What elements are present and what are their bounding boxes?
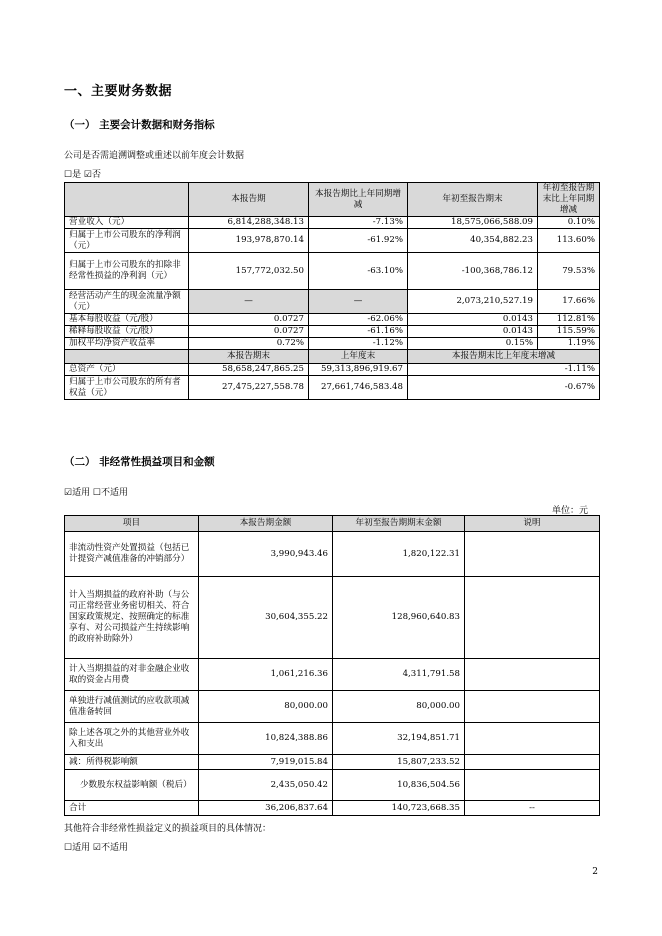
- cell: 1,820,122.31: [333, 532, 465, 577]
- header-cell: 本报告期比上年同期增减: [309, 183, 408, 217]
- table-subheader: [65, 350, 600, 364]
- header-empty: [65, 350, 189, 364]
- cell: 1.19%: [538, 338, 600, 350]
- page-title: 一、主要财务数据: [64, 84, 173, 99]
- table-row: [65, 338, 600, 350]
- cell: 2,073,210,527.19: [408, 290, 538, 314]
- row-label: 稀释每股收益（元/股）: [65, 326, 189, 338]
- cell: 80,000.00: [199, 691, 333, 723]
- table-row: [65, 326, 600, 338]
- table-row: [65, 290, 600, 314]
- cell: 4,311,791.58: [333, 659, 465, 691]
- table-row: [65, 770, 600, 801]
- restatement-question: 公司是否需追溯调整或重述以前年度会计数据: [64, 151, 245, 161]
- row-label: 计入当期损益的政府补助（与公司正常经营业务密切相关、符合国家政策规定、按照确定的标准享有、对公司损益产生持续影响的政府补助除外）: [65, 577, 199, 659]
- cell: -7.13%: [309, 217, 408, 229]
- cell: 59,313,896,919.67: [309, 364, 408, 376]
- cell: 115.59%: [538, 326, 600, 338]
- other-items-text: 其他符合非经常性损益定义的损益项目的具体情况：: [64, 824, 272, 834]
- cell: 40,354,882.23: [408, 229, 538, 253]
- header-empty: [65, 183, 189, 217]
- row-label: 加权平均净资产收益率: [65, 338, 189, 350]
- cell: -1.12%: [309, 338, 408, 350]
- row-label: 减：所得税影响额: [65, 755, 199, 770]
- cell: 0.15%: [408, 338, 538, 350]
- table-row: [65, 691, 600, 723]
- header-cell: 年初至报告期末比上年同期增减: [538, 183, 600, 217]
- cell: -61.92%: [309, 229, 408, 253]
- cell: 0.0143: [408, 314, 538, 326]
- row-label: 基本每股收益（元/股）: [65, 314, 189, 326]
- section2-heading: （二） 非经常性损益项目和金额: [64, 456, 215, 468]
- table-row: [65, 659, 600, 691]
- header-cell: 本报告期: [189, 183, 309, 217]
- unit-label: 单位：元: [551, 506, 588, 516]
- row-label: 归属于上市公司股东的扣除非经常性损益的净利润（元）: [65, 253, 189, 290]
- row-label: 合计: [65, 801, 199, 816]
- cell: 0.10%: [538, 217, 600, 229]
- cell: 79.53%: [538, 253, 600, 290]
- cell: 27,661,746,583.48: [309, 376, 408, 400]
- cell: 7,919,015.84: [199, 755, 333, 770]
- cell: 113.60%: [538, 229, 600, 253]
- cell: 32,194,851.71: [333, 723, 465, 755]
- cell: 10,836,504.56: [333, 770, 465, 801]
- cell: 3,990,943.46: [199, 532, 333, 577]
- cell: 17.66%: [538, 290, 600, 314]
- header-cell: 本报告期末: [189, 350, 309, 364]
- financial-data-table: [64, 182, 600, 400]
- header-cell: 本报告期金额: [199, 516, 333, 532]
- cell: 15,807,233.52: [333, 755, 465, 770]
- cell: -0.67%: [408, 376, 600, 400]
- header-cell: 本报告期末比上年度末增减: [408, 350, 600, 364]
- table-row: [65, 723, 600, 755]
- table-header: [65, 516, 600, 532]
- cell: 18,575,066,588.09: [408, 217, 538, 229]
- table-row: [65, 217, 600, 229]
- row-label: 总资产（元）: [65, 364, 189, 376]
- table-row: [65, 364, 600, 376]
- cell: [465, 691, 600, 723]
- table-row: [65, 801, 600, 816]
- cell: 0.0727: [189, 326, 309, 338]
- header-cell: 项目: [65, 516, 199, 532]
- cell: [465, 770, 600, 801]
- cell: 36,206,837.64: [199, 801, 333, 816]
- table-row: [65, 314, 600, 326]
- table-row: [65, 376, 600, 400]
- cell: [465, 577, 600, 659]
- row-label: 归属于上市公司股东的净利润（元）: [65, 229, 189, 253]
- cell: [465, 723, 600, 755]
- other-items-options: ☐适用 ☑不适用: [64, 843, 128, 853]
- cell: -1.11%: [408, 364, 600, 376]
- section1-heading: （一） 主要会计数据和财务指标: [64, 119, 215, 131]
- cell: —: [309, 290, 408, 314]
- cell: 0.0727: [189, 314, 309, 326]
- cell: -63.10%: [309, 253, 408, 290]
- cell: —: [189, 290, 309, 314]
- cell: 140,723,668.35: [333, 801, 465, 816]
- row-label: 除上述各项之外的其他营业外收入和支出: [65, 723, 199, 755]
- cell: 1,061,216.36: [199, 659, 333, 691]
- table-row: [65, 532, 600, 577]
- cell: 10,824,388.86: [199, 723, 333, 755]
- cell: 0.72%: [189, 338, 309, 350]
- header-cell: 上年度末: [309, 350, 408, 364]
- cell: 27,475,227,558.78: [189, 376, 309, 400]
- cell: 80,000.00: [333, 691, 465, 723]
- table-row: [65, 577, 600, 659]
- cell: 6,814,288,348.13: [189, 217, 309, 229]
- row-label: 计入当期损益的对非金融企业收取的资金占用费: [65, 659, 199, 691]
- row-label: 经营活动产生的现金流量净额（元）: [65, 290, 189, 314]
- cell: 58,658,247,865.25: [189, 364, 309, 376]
- cell: -62.06%: [309, 314, 408, 326]
- restatement-options: ☐是 ☑否: [64, 170, 101, 180]
- table-row: [65, 229, 600, 253]
- cell: 193,978,870.14: [189, 229, 309, 253]
- row-label: 单独进行减值测试的应收款项减值准备转回: [65, 691, 199, 723]
- cell: [465, 659, 600, 691]
- table-row: [65, 253, 600, 290]
- row-label: 非流动性资产处置损益（包括已计提资产减值准备的冲销部分）: [65, 532, 199, 577]
- page-number: 2: [592, 867, 598, 877]
- cell: -61.16%: [309, 326, 408, 338]
- row-label: 少数股东权益影响额（税后）: [65, 770, 199, 801]
- row-label: 归属于上市公司股东的所有者权益（元）: [65, 376, 189, 400]
- cell: 30,604,355.22: [199, 577, 333, 659]
- table-header: [65, 183, 600, 217]
- cell: [465, 532, 600, 577]
- cell: 0.0143: [408, 326, 538, 338]
- row-label: 营业收入（元）: [65, 217, 189, 229]
- cell: 2,435,050.42: [199, 770, 333, 801]
- header-cell: 说明: [465, 516, 600, 532]
- applicability-options: ☑适用 ☐不适用: [64, 488, 128, 498]
- cell: --: [465, 801, 600, 816]
- cell: -100,368,786.12: [408, 253, 538, 290]
- cell: 128,960,640.83: [333, 577, 465, 659]
- header-cell: 年初至报告期末: [408, 183, 538, 217]
- cell: [465, 755, 600, 770]
- cell: 157,772,032.50: [189, 253, 309, 290]
- table-row: [65, 755, 600, 770]
- header-cell: 年初至报告期期末金额: [333, 516, 465, 532]
- cell: 112.81%: [538, 314, 600, 326]
- non-recurring-table: [64, 515, 600, 816]
